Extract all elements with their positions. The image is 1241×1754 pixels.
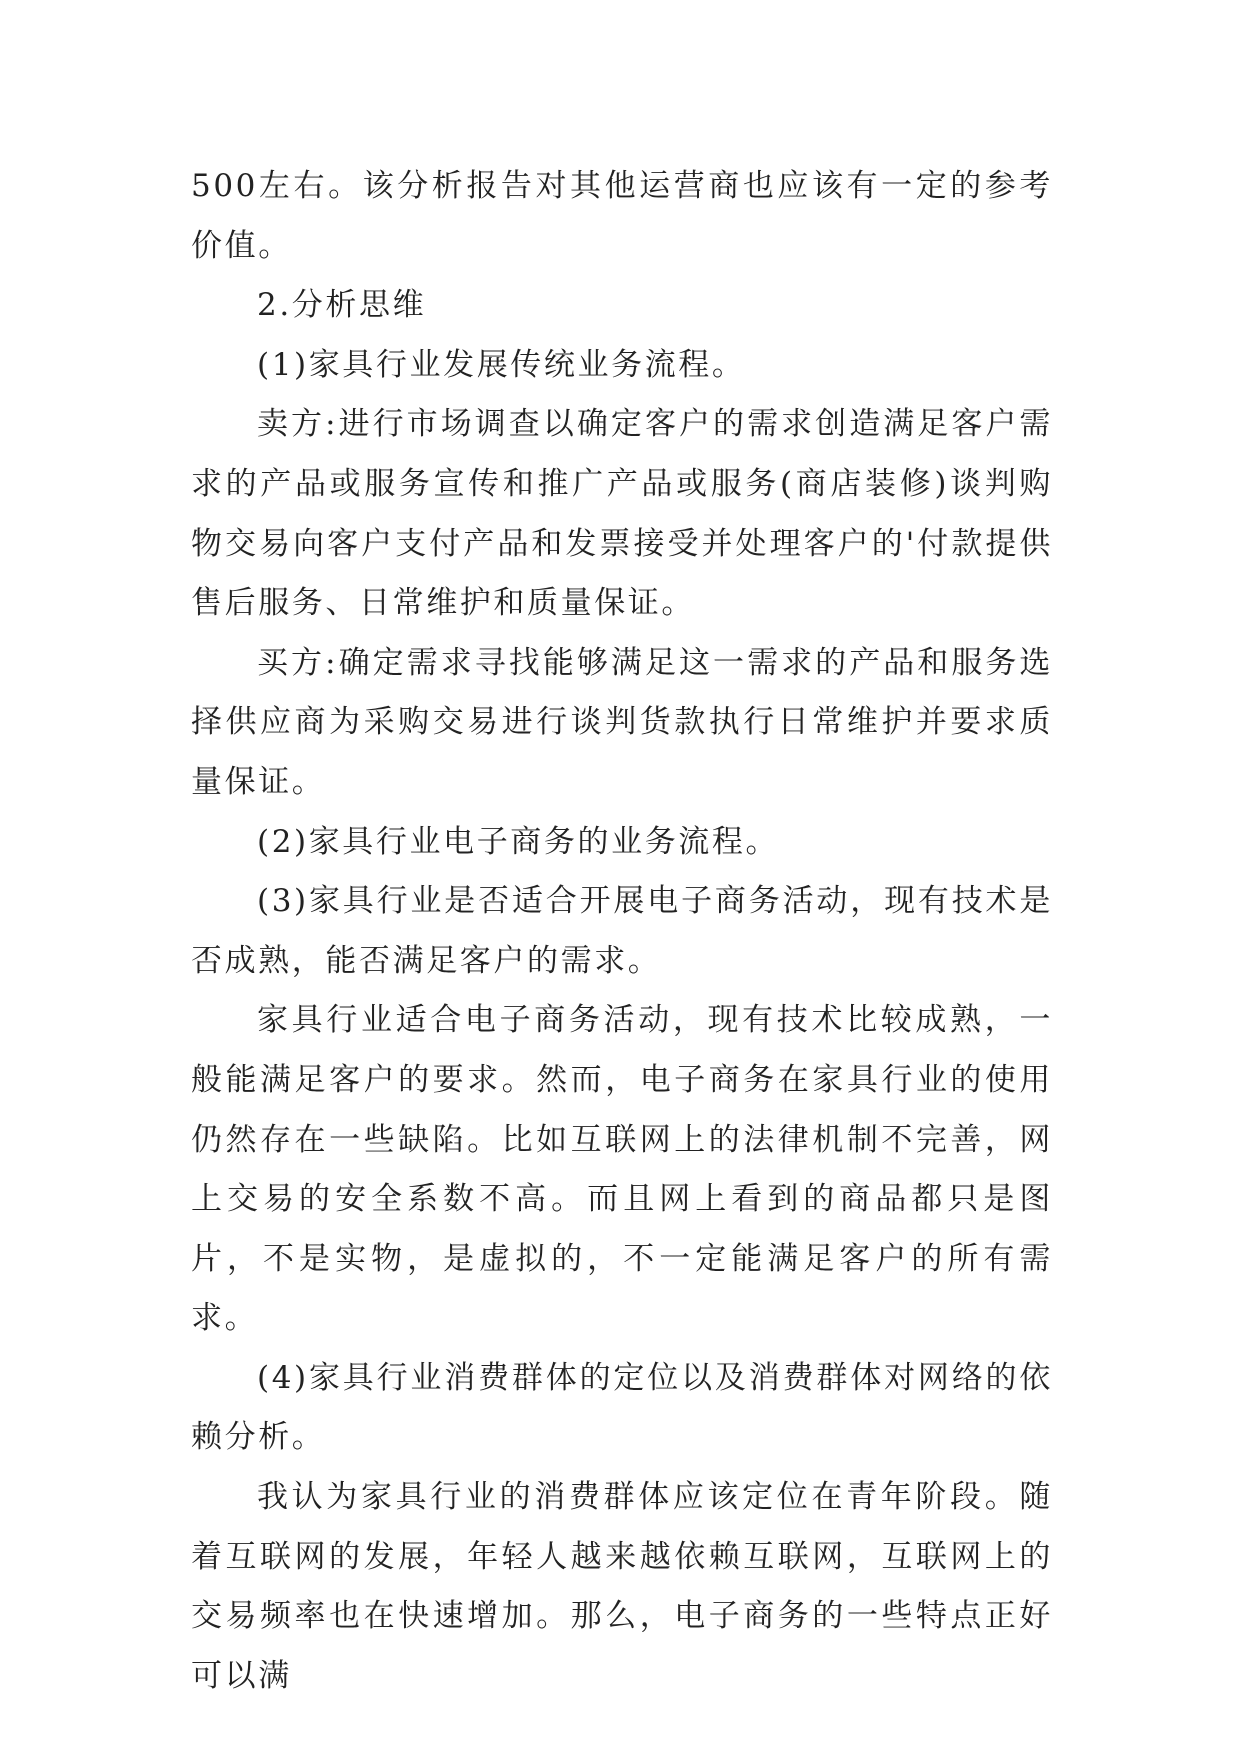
subheading-ecommerce-process: (2)家具行业电子商务的业务流程。 [257, 823, 780, 860]
paragraph-intro-continuation: 500左右。该分析报告对其他运营商也应该有一定的参考价值。 [191, 168, 1053, 264]
section-heading-analysis-thinking: 2.分析思维 [257, 287, 427, 324]
document-body [191, 157, 1053, 1706]
subheading-consumer-positioning: (4)家具行业消费群体的定位以及消费群体对网络的依赖分析。 [191, 1359, 1053, 1456]
paragraph-buyer: 买方:确定需求寻找能够满足这一需求的产品和服务选择供应商为采购交易进行谈判货款执行日常维护并要求质量保证。 [191, 644, 1053, 800]
subheading-suitability: (3)家具行业是否适合开展电子商务活动，现有技术是否成熟，能否满足客户的需求。 [191, 883, 1053, 979]
paragraph-suitability-answer: 家具行业适合电子商务活动，现有技术比较成熟，一般能满足客户的要求。然而，电子商务在家具行业的使用仍然存在一些缺陷。比如互联网上的法律机制不完善，网上交易的安全系数不高。而且网上看到的商品都只是图片，不是实物，是虚拟的，不一定能满足客户的所有需求。 [191, 1002, 1053, 1337]
paragraph-consumer-analysis: 我认为家具行业的消费群体应该定位在青年阶段。随着互联网的发展，年轻人越来越依赖互联网，互联网上的交易频率也在快速增加。那么，电子商务的一些特点正好可以满 [191, 1479, 1053, 1694]
subheading-traditional-process: (1)家具行业发展传统业务流程。 [257, 346, 746, 383]
paragraph-seller: 卖方:进行市场调查以确定客户的需求创造满足客户需求的产品或服务宣传和推广产品或服务(商店装修)谈判购物交易向客户支付产品和发票接受并处理客户的'付款提供售后服务、日常维护和质量保证。 [191, 406, 1053, 622]
